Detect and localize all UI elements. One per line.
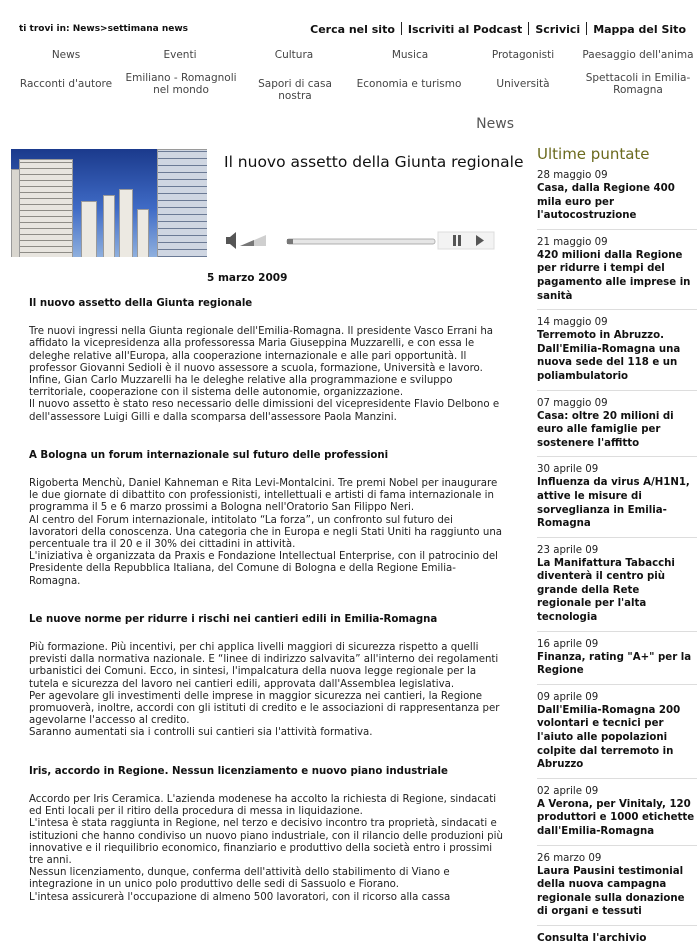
sidebar-heading: Ultime puntate xyxy=(537,145,650,163)
episode-item[interactable] xyxy=(537,544,697,632)
episode-title-link[interactable]: A Verona, per Vinitaly, 120 produttori e 1000 etichette dall'Emilia-Romagna xyxy=(537,798,697,846)
episode-date: 26 marzo 09 xyxy=(537,852,602,864)
news-text: Accordo per Iris Ceramica. L'azienda modenese ha accolto la richiesta di Regione, sindacati ed Enti locali per il ritiro della procedura di messa in liquidazione. L'intesa è stata raggiunta in Regione, nel terzo e decisivo incontro tra proprietà, sindacati e istituzioni che hanno condiviso un nuovo piano industriale, con il rilancio delle produzioni più innovative e il riequilibrio economico, finanziario e produttivo della società entro i prossimi tre anni. Nessun licenziamento, dunque, conferma dell'attività dello stabilimento di Viano e integrazione in un unico polo produttivo delle sedi di Sassuolo e Fiorano. L'intesa assicurerà l'occupazione di almeno 500 lavoratori, con il ricorso alla cassa xyxy=(29,793,503,903)
nav-item-eventi[interactable]: Eventi xyxy=(163,49,197,61)
episode-item[interactable] xyxy=(537,397,697,458)
nav-item-racconti[interactable]: Racconti d'autore xyxy=(19,78,113,90)
article-body xyxy=(29,298,503,930)
main-navigation xyxy=(0,46,700,106)
site-map-link[interactable]: Mappa del Sito xyxy=(593,23,686,36)
episode-item[interactable] xyxy=(537,852,697,926)
episode-date: 21 maggio 09 xyxy=(537,236,608,248)
episode-item[interactable] xyxy=(537,638,697,685)
episode-title-link[interactable]: Influenza da virus A/H1N1, attive le misure di sorveglianza in Emilia-Romagna xyxy=(537,476,697,537)
episode-date: 02 aprile 09 xyxy=(537,785,599,797)
article-title: Il nuovo assetto della Giunta regionale xyxy=(224,153,524,171)
nav-item-musica[interactable]: Musica xyxy=(391,49,429,61)
nav-item-paesaggio[interactable]: Paesaggio dell'anima xyxy=(582,49,694,61)
nav-item-cultura[interactable]: Cultura xyxy=(274,49,314,61)
news-heading: Il nuovo assetto della Giunta regionale xyxy=(29,298,253,309)
episode-title-link[interactable]: Casa: oltre 20 milioni di euro alle famiglie per sostenere l'affitto xyxy=(537,410,697,458)
episode-date: 07 maggio 09 xyxy=(537,397,608,409)
episode-date: 14 maggio 09 xyxy=(537,317,608,329)
article-date: 5 marzo 2009 xyxy=(207,272,288,284)
news-block xyxy=(29,298,503,424)
news-heading: Le nuove norme per ridurre i rischi nei cantieri edili in Emilia-Romagna xyxy=(29,613,438,625)
nav-item-spettacoli[interactable]: Spettacoli in Emilia-Romagna xyxy=(585,72,691,96)
nav-item-news[interactable]: News xyxy=(51,49,81,61)
volume-icon[interactable] xyxy=(226,232,266,249)
breadcrumb: ti trovi in: News>settimana news xyxy=(19,24,189,34)
episode-date: 28 maggio 09 xyxy=(537,170,608,181)
episode-date: 16 aprile 09 xyxy=(537,638,599,650)
episode-title-link[interactable]: 420 milioni dalla Regione per ridurre i tempi del pagamento alle imprese in sanità xyxy=(537,249,697,310)
episode-title-link[interactable]: Finanza, rating "A+" per la Regione xyxy=(537,651,697,685)
section-label: News xyxy=(476,116,514,132)
archive-link[interactable]: Consulta l'archivio xyxy=(537,931,647,944)
progress-fill xyxy=(287,239,293,244)
episode-title-link[interactable]: Laura Pausini testimonial della nuova campagna regionale sulla donazione di organi e tessuti xyxy=(537,865,697,926)
episode-item[interactable] xyxy=(537,785,697,846)
episode-item[interactable] xyxy=(537,691,697,779)
news-heading: A Bologna un forum internazionale sul futuro delle professioni xyxy=(29,449,389,461)
latest-episodes-sidebar xyxy=(537,145,697,944)
search-site-link[interactable]: Cerca nel sito xyxy=(310,23,395,36)
news-block xyxy=(29,614,503,740)
episode-title-link[interactable]: La Manifattura Tabacchi diventerà il centro più grande della Rete regionale per l'alta tecnologia xyxy=(537,557,697,632)
nav-item-economia[interactable]: Economia e turismo xyxy=(356,78,462,90)
nav-item-emiliano-romagnoli[interactable]: Emiliano - Romagnoli nel mondo xyxy=(125,72,237,96)
podcast-subscribe-link[interactable]: Iscriviti al Podcast xyxy=(407,23,523,36)
news-heading: Iris, accordo in Regione. Nessun licenziamento e nuovo piano industriale xyxy=(29,765,448,777)
nav-item-protagonisti[interactable]: Protagonisti xyxy=(491,49,555,61)
news-text: Più formazione. Più incentivi, per chi applica livelli maggiori di sicurezza rispetto a quelli previsti dalla normativa nazionale. E “linee di indirizzo salvavita” all'interno dei regolamenti urbanistici dei Comuni. Ecco, in sintesi, l'impalcatura della nuova legge regionale per la tutela e sicurezza del lavoro nei cantieri edili, approvata dall'Assemblea legislativa. Per agevolare gli investimenti delle imprese in maggior sicurezza nei cantieri, la Regione promuoverà, inoltre, accordi con gli istituti di credito e le associazioni di rappresentanza per agevolarne l'accesso al credito. Saranno aumentati sia i controlli sui cantieri sia l'attività formativa. xyxy=(29,642,500,739)
top-links xyxy=(310,22,686,36)
article-image xyxy=(11,149,207,257)
news-block xyxy=(29,766,503,904)
episode-title-link[interactable]: Terremoto in Abruzzo. Dall'Emilia-Romagna una nuova sede del 118 e un poliambulatorio xyxy=(537,329,697,390)
episode-title-link[interactable]: Dall'Emilia-Romagna 200 volontari e tecnici per l'aiuto alle popolazioni colpite dal terremoto in Abruzzo xyxy=(537,704,697,779)
news-text: Rigoberta Menchù, Daniel Kahneman e Rita Levi-Montalcini. Tre premi Nobel per inaugurare le due giornate di dibattito con professionisti, intellettuali e artisti di fama internazionale in programma il 5 e 6 marzo prossimi a Bologna nell'Oratorio San Filippo Neri. Al centro del Forum internazionale, intitolato “La forza”, un confronto sul futuro dei lavoratori della conoscenza. Una categoria che in Europa e negli Stati Uniti ha raggiunto una percentuale tra il 20 e il 30% dei cittadini in attività. L'iniziativa è organizzata da Praxis e Fondazione Intellectual Enterprise, con il patrocinio del Presidente della Repubblica Italiana, del Comune di Bologna e della Regione Emilia-Romagna. xyxy=(29,478,503,587)
divider xyxy=(586,22,587,35)
episode-date: 30 aprile 09 xyxy=(537,464,599,476)
audio-player xyxy=(224,229,524,251)
episode-date: 23 aprile 09 xyxy=(537,544,599,556)
divider xyxy=(401,22,402,35)
divider xyxy=(528,22,529,35)
progress-track[interactable] xyxy=(287,239,435,244)
news-text: Tre nuovi ingressi nella Giunta regionale dell'Emilia-Romagna. Il presidente Vasco Errani ha affidato la vicepresidenza alla professoressa Maria Giuseppina Muzzarelli, e con essa le deleghe relative all'Europa, alla cooperazione internazionale e alle pari opportunità. Il professor Giovanni Sedioli è il nuovo assessore a scuola, formazione, Università e lavoro. Infine, Gian Carlo Muzzarelli ha le deleghe relative alla programmazione e sviluppo territoriale, cooperazione con il sistema delle autonomie, organizzazione. Il nuovo assetto è stato reso necessario delle dimissioni del vicepresidente Flavio Delbono e dell'assessore Luigi Gilli e dalla scomparsa dell'assessore Paola Manzini. xyxy=(29,326,500,423)
write-us-link[interactable]: Scrivici xyxy=(535,23,581,36)
episode-item[interactable] xyxy=(537,316,697,390)
episode-title-link[interactable]: Casa, dalla Regione 400 mila euro per l'autocostruzione xyxy=(537,182,697,230)
nav-item-sapori[interactable]: Sapori di casa nostra xyxy=(258,78,332,102)
episode-date: 09 aprile 09 xyxy=(537,691,599,703)
episode-item[interactable] xyxy=(537,236,697,310)
nav-item-universita[interactable]: Università xyxy=(496,78,550,90)
news-block xyxy=(29,450,503,588)
player-controls xyxy=(224,229,524,251)
episode-item[interactable] xyxy=(537,169,697,230)
episode-item[interactable] xyxy=(537,463,697,537)
